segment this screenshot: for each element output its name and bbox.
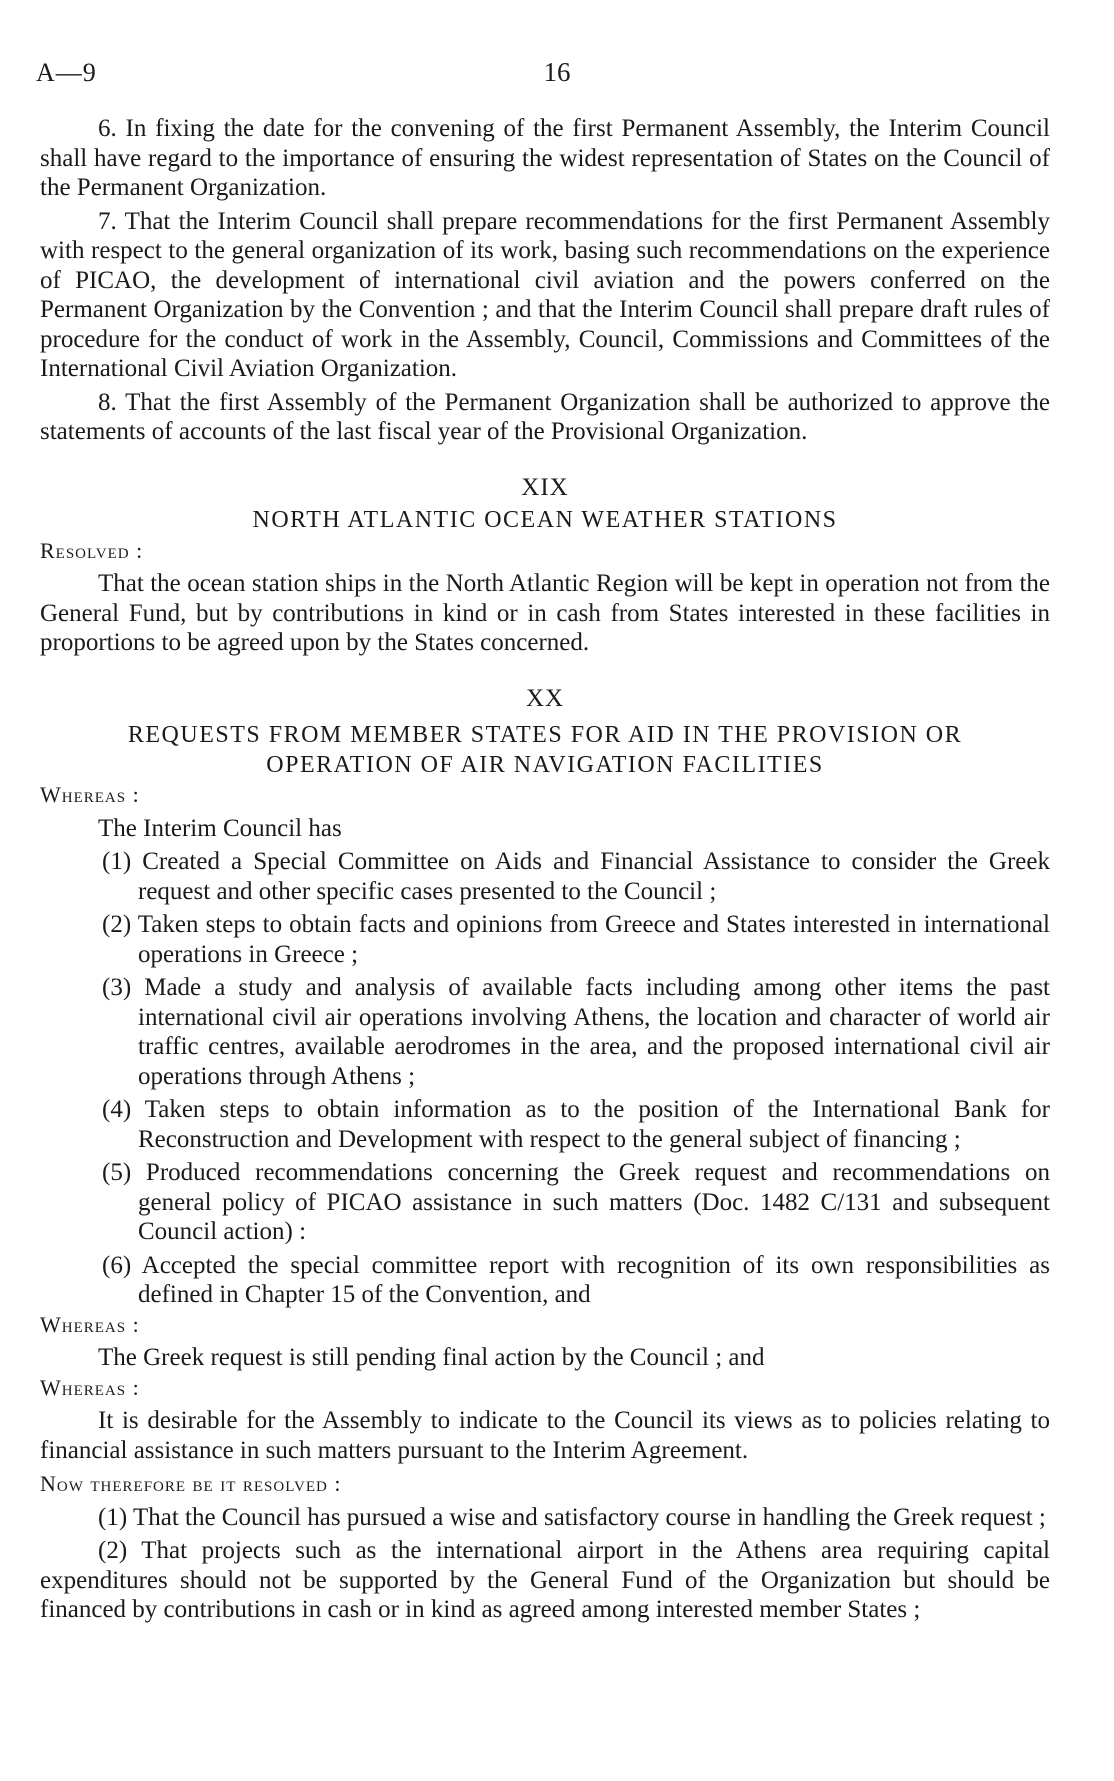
resolution-item: (1) That the Council has pursued a wise and satisfactory course in handling the Greek request ; — [98, 1503, 1046, 1531]
council-has-text: The Interim Council has — [98, 814, 342, 842]
page-number: 16 — [543, 57, 571, 87]
resolved-label: Resolved : — [40, 537, 144, 563]
whereas-label: Whereas : — [40, 1311, 140, 1337]
desirable-text: It is desirable for the Assembly to indicate to the Council its views as to policies relating to financial assistance in such matters pursuant to the Interim Agreement. — [40, 1407, 1050, 1464]
whereas-label: Whereas : — [40, 782, 140, 807]
list-item: (2) Taken steps to obtain facts and opinions from Greece and States interested in international operations in Greece ; — [102, 911, 1050, 968]
section-xix — [40, 473, 1050, 658]
list-item: (5) Produced recommendations concerning the Greek request and recommendations on general policy of PICAO assistance in such matters (Doc. 1482 C/131 and subsequent Council action) : — [102, 1159, 1050, 1245]
greek-pending-text: The Greek request is still pending final action by the Council ; and — [98, 1344, 765, 1371]
section-title: NORTH ATLANTIC OCEAN WEATHER STATIONS — [252, 507, 838, 533]
list-item: (6) Accepted the special committee report with recognition of its own responsibilities as defined in Chapter 15 of the Convention, and — [102, 1251, 1050, 1308]
section-number: XX — [525, 684, 565, 712]
section-title-line-2: OPERATION OF AIR NAVIGATION FACILITIES — [266, 751, 824, 778]
whereas-label: Whereas : — [40, 1374, 140, 1400]
list-item: (3) Made a study and analysis of available facts including among other items the past international civil air operations involving Athens, the location and character of world air traffic centres, available aerodromes in the area, and the proposed international civil air operations through Athens ; — [102, 974, 1050, 1090]
document-reference: A—9 — [36, 58, 97, 87]
section-number: XIX — [521, 473, 569, 501]
now-therefore-label: Now therefore be it resolved : — [40, 1471, 342, 1496]
list-item: (1) Created a Special Committee on Aids and Financial Assistance to consider the Greek request and other specific cases presented to the Council ; — [102, 848, 1050, 905]
resolution-item: (2) That projects such as the international airport in the Athens area requiring capital expenditures should not be supported by the General Fund of the Organization but should be financed by contributions in cash or in kind as agreed among interested member States ; — [40, 1537, 1050, 1623]
list-item: (4) Taken steps to obtain information as to the position of the International Bank for Reconstruction and Development with respect to the general subject of financing ; — [102, 1096, 1050, 1153]
paragraph-8: 8. That the first Assembly of the Permanent Organization shall be authorized to approve the statements of accounts of the last fiscal year of the Provisional Organization. — [40, 388, 1050, 445]
section-xix-text: That the ocean station ships in the North Atlantic Region will be kept in operation not from the General Fund, but by contributions in kind or in cash from States interested in these facilities in proportions to be agreed upon by the States concerned. — [40, 570, 1050, 656]
section-xx — [40, 684, 1050, 1625]
document-body — [40, 114, 1050, 1625]
paragraph-7: 7. That the Interim Council shall prepare recommendations for the first Permanent Assembly with respect to the general organization of its work, basing such recommendations on the experience of PICAO, the development of international civil aviation and the powers conferred on the Permanent Organization by the Convention ; and that the Interim Council shall prepare draft rules of procedure for the conduct of work in the Assembly, Council, Commissions and Committees of the International Civil Aviation Organization. — [40, 207, 1050, 382]
section-title-line-1: REQUESTS FROM MEMBER STATES FOR AID IN THE PROVISION OR — [127, 722, 963, 748]
paragraph-6: 6. In fixing the date for the convening of the first Permanent Assembly, the Interim Council shall have regard to the importance of ensuring the widest representation of States on the Council of the Permanent Organization. — [40, 115, 1050, 201]
